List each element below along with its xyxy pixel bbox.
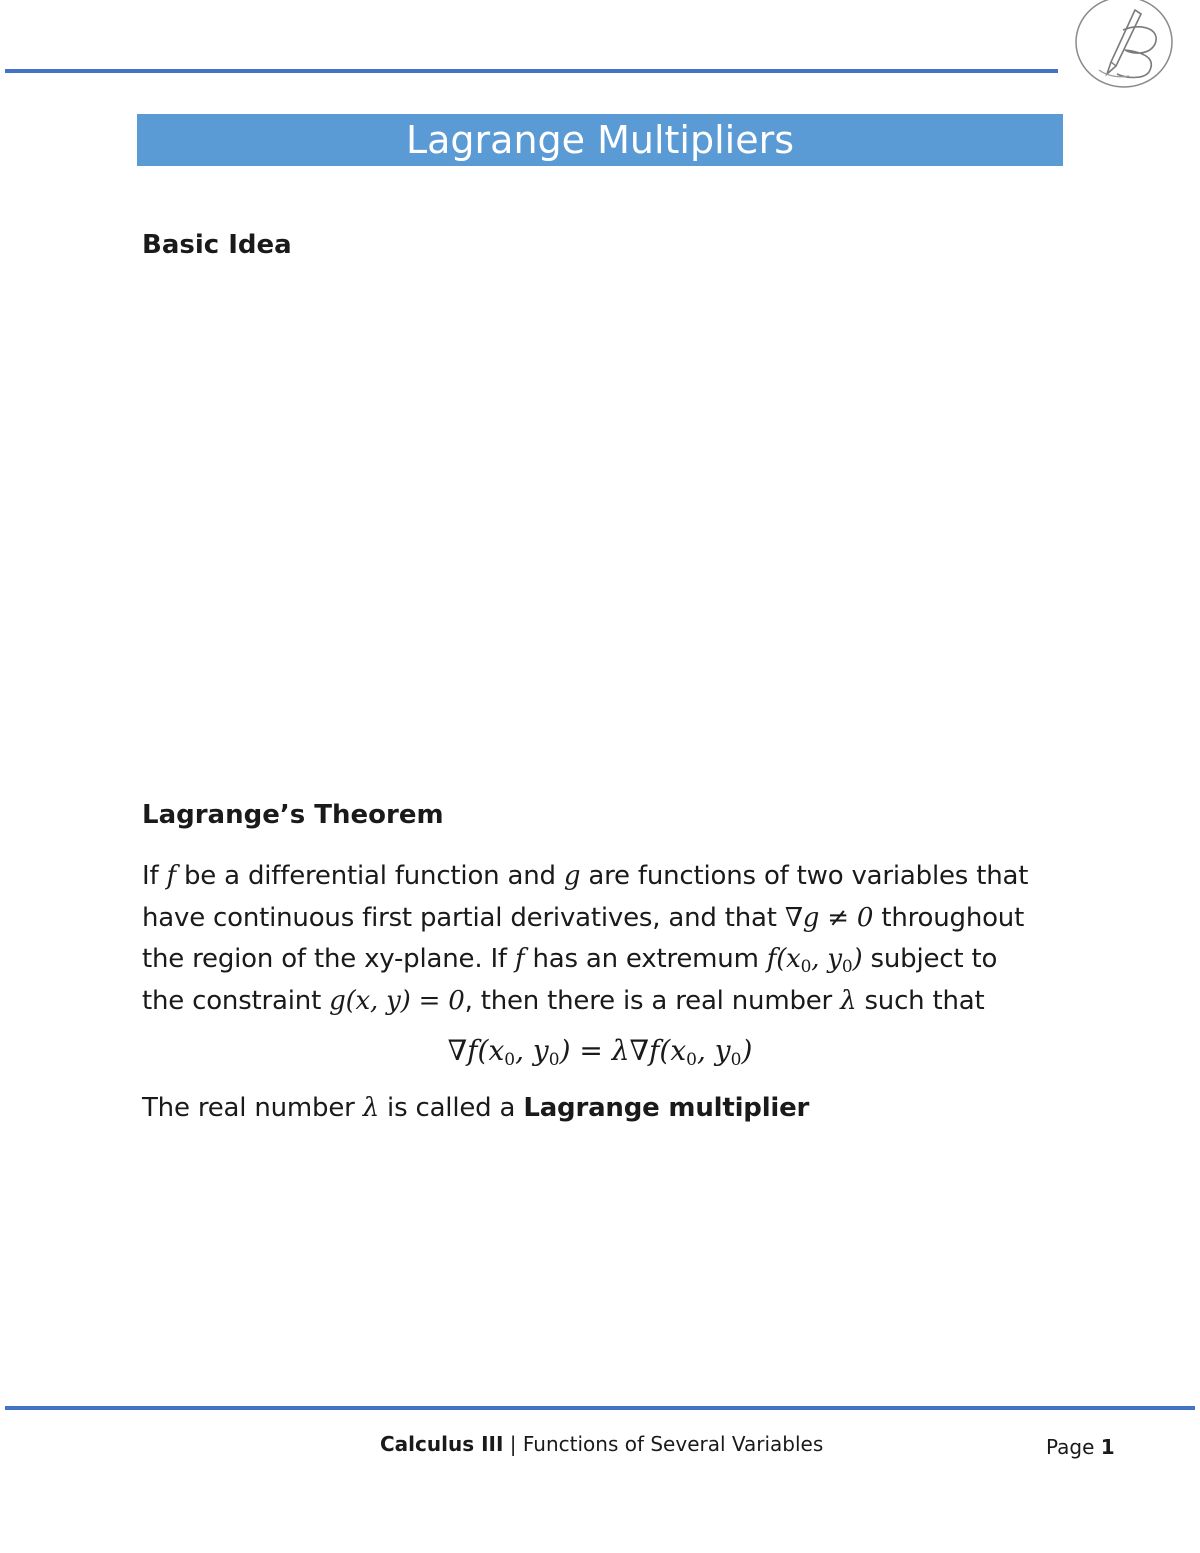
page-number xyxy=(1046,1435,1115,1459)
footer-topic: Functions of Several Variables xyxy=(522,1432,824,1456)
lagrange-equation: $\nabla f(x_0$, $y_0) = \lambda\nabla f(x_0$, $y_0$) xyxy=(447,1034,753,1070)
header-rule xyxy=(5,69,1058,73)
section-heading-basic-idea: Basic Idea xyxy=(142,230,292,260)
text-run: has an extremum xyxy=(524,944,767,974)
math-extremum-args: ($x_0$, $y_0$) xyxy=(776,944,863,977)
text-run: the region of the xy-plane. If xyxy=(142,944,515,974)
footer-course-name: Calculus III xyxy=(380,1432,504,1456)
math-constraint: g(x, y) = 0 xyxy=(329,985,465,1016)
closing-sentence xyxy=(142,1093,809,1123)
page-label: Page xyxy=(1046,1435,1101,1459)
footer-separator: | xyxy=(503,1432,523,1456)
pen-logo-icon xyxy=(1073,0,1175,90)
text-run: If xyxy=(142,861,167,891)
theorem-line-3 xyxy=(142,939,1042,981)
math-lambda: λ xyxy=(840,985,857,1016)
math-extremum-f: f xyxy=(766,944,777,974)
page-number-value: 1 xyxy=(1100,1435,1115,1459)
text-run: The real number xyxy=(142,1093,363,1123)
text-run: the constraint xyxy=(142,985,330,1016)
page-title: Lagrange Multipliers xyxy=(137,114,1063,166)
text-run: such that xyxy=(856,985,985,1016)
defined-term: Lagrange multiplier xyxy=(523,1093,810,1123)
math-g: g xyxy=(563,861,581,891)
text-run: throughout xyxy=(873,902,1025,933)
footer-course xyxy=(380,1432,823,1456)
math-gradient-condition: ∇g ≠ 0 xyxy=(784,902,874,933)
math-f: f xyxy=(514,944,525,974)
theorem-paragraph xyxy=(142,856,1042,1022)
theorem-line-2 xyxy=(142,898,1042,940)
text-run: have continuous first partial derivatives, and that xyxy=(142,902,785,933)
section-heading-theorem: Lagrange’s Theorem xyxy=(142,800,444,830)
footer-rule xyxy=(5,1406,1195,1410)
math-lambda: λ xyxy=(362,1093,379,1123)
text-run: is called a xyxy=(378,1093,524,1123)
theorem-line-4 xyxy=(142,981,1042,1023)
text-run: be a differential function and xyxy=(175,861,564,891)
text-run: are functions of two variables that xyxy=(580,861,1029,891)
math-f: f xyxy=(166,861,176,891)
theorem-line-1 xyxy=(142,856,1042,898)
text-run: , then there is a real number xyxy=(464,985,841,1016)
text-run: subject to xyxy=(862,944,998,974)
